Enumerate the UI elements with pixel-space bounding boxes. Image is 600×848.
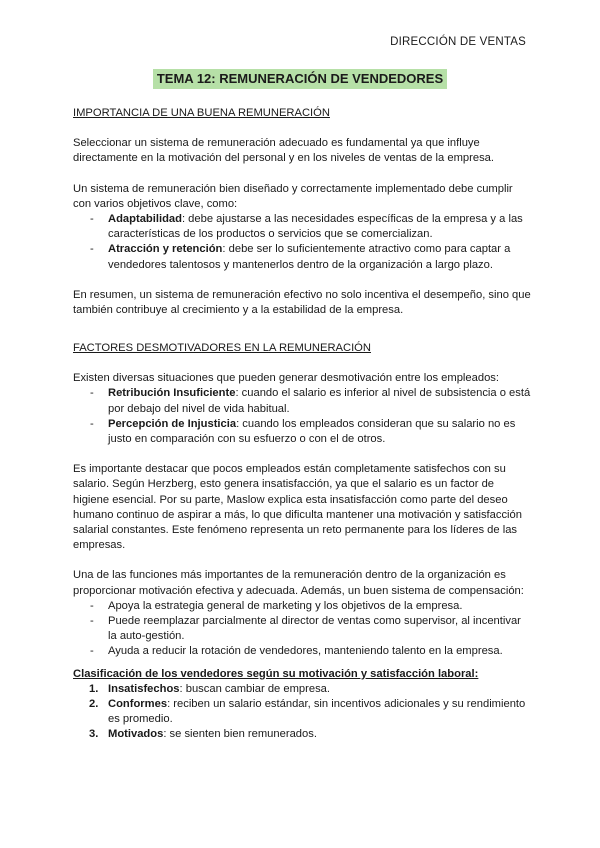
objectives-list — [73, 212, 531, 273]
title-wrapper — [0, 69, 600, 89]
document-title: TEMA 12: REMUNERACIÓN DE VENDEDORES — [153, 69, 447, 89]
list-item-term: Motivados — [108, 728, 164, 741]
list-item-text: : buscan cambiar de empresa. — [179, 682, 331, 695]
list-item-text: : cuando el salario es inferior al nivel de subsistencia o está por debajo del nivel de vida habitual. — [108, 387, 531, 415]
list-item: - Ayuda a reducir la rotación de vendedores, manteniendo talento en la empresa. — [73, 644, 531, 659]
factors-list — [73, 386, 531, 447]
paragraph: Existen diversas situaciones que pueden generar desmotivación entre los empleados: — [73, 372, 499, 385]
list-item — [73, 727, 531, 742]
section-heading-importancia: IMPORTANCIA DE UNA BUENA REMUNERACIÓN — [73, 107, 330, 119]
classification-list — [73, 682, 531, 743]
paragraph: Un sistema de remuneración bien diseñado y correctamente implementado debe cumplir con varios objetivos clave, como: — [73, 182, 513, 210]
classification-heading: Clasificación de los vendedores según su motivación y satisfacción laboral: — [73, 667, 479, 680]
list-number: 1. — [89, 682, 99, 695]
paragraph: En resumen, un sistema de remuneración efectivo no solo incentiva el desempeño, sino que también contribuye al crecimiento y a la estabilidad de la empresa. — [73, 288, 531, 317]
list-item-term: Atracción y retención — [108, 243, 223, 256]
list-item: - Puede reemplazar parcialmente al director de ventas como supervisor, al incentivar la auto-gestión. — [73, 614, 531, 644]
list-item-text: : cuando los empleados consideran que su salario no es justo en comparación con su esfuerzo o con el de otros. — [108, 417, 516, 446]
list-item-term: Conformes — [108, 698, 168, 711]
list-item — [73, 417, 531, 447]
list-item-term: Insatisfechos — [108, 682, 180, 695]
list-item-term: Retribución Insuficiente — [108, 387, 236, 400]
section-factores — [73, 341, 531, 743]
list-item — [73, 386, 531, 416]
paragraph: Una de las funciones más importantes de la remuneración dentro de la organización es proporcionar motivación efectiva y adecuada. Además, un buen sistema de compensación: — [73, 569, 524, 597]
list-item-text: : debe ajustarse a las necesidades específicas de la empresa y a las características de los productos o servicios que se comercializan. — [108, 213, 523, 241]
list-item-text: : se sienten bien remunerados. — [163, 728, 317, 741]
list-item — [73, 682, 531, 697]
list-item-text: : debe ser lo suficientemente atractivo como para captar a vendedores talentosos y mantenerlos dentro de la organización a largo plazo. — [108, 243, 511, 271]
list-item-term: Adaptabilidad — [108, 213, 182, 226]
list-item — [73, 212, 531, 242]
list-number: 3. — [89, 728, 99, 741]
list-item-text: : reciben un salario estándar, sin incentivos adicionales y su rendimiento es promedio. — [108, 698, 526, 726]
page-header: DIRECCIÓN DE VENTAS — [390, 36, 526, 48]
paragraph: Seleccionar un sistema de remuneración adecuado es fundamental ya que influye directamente en la motivación del personal y en los niveles de ventas de la empresa. — [73, 137, 495, 165]
list-item — [73, 242, 531, 272]
list-item: - Apoya la estrategia general de marketing y los objetivos de la empresa. — [73, 599, 531, 614]
list-item — [73, 697, 531, 727]
section-importancia — [73, 106, 531, 318]
compensation-list — [73, 599, 531, 660]
list-number: 2. — [89, 698, 99, 711]
section-heading-factores: FACTORES DESMOTIVADORES EN LA REMUNERACIÓN — [73, 342, 371, 354]
list-item-term: Percepción de Injusticia — [108, 417, 237, 430]
paragraph: Es importante destacar que pocos empleados están completamente satisfechos con su salario. Según Herzberg, esto genera insatisfacción, ya que el salario es un factor de higiene esencial. Por su parte, Maslow explica esta insatisfacción como parte del deseo humano continuo de aspirar a más, lo que dificulta mantener una motivación y satisfacción salarial constantes. Este fenómeno representa un reto permanente para los líderes de las empresas. — [73, 463, 522, 552]
